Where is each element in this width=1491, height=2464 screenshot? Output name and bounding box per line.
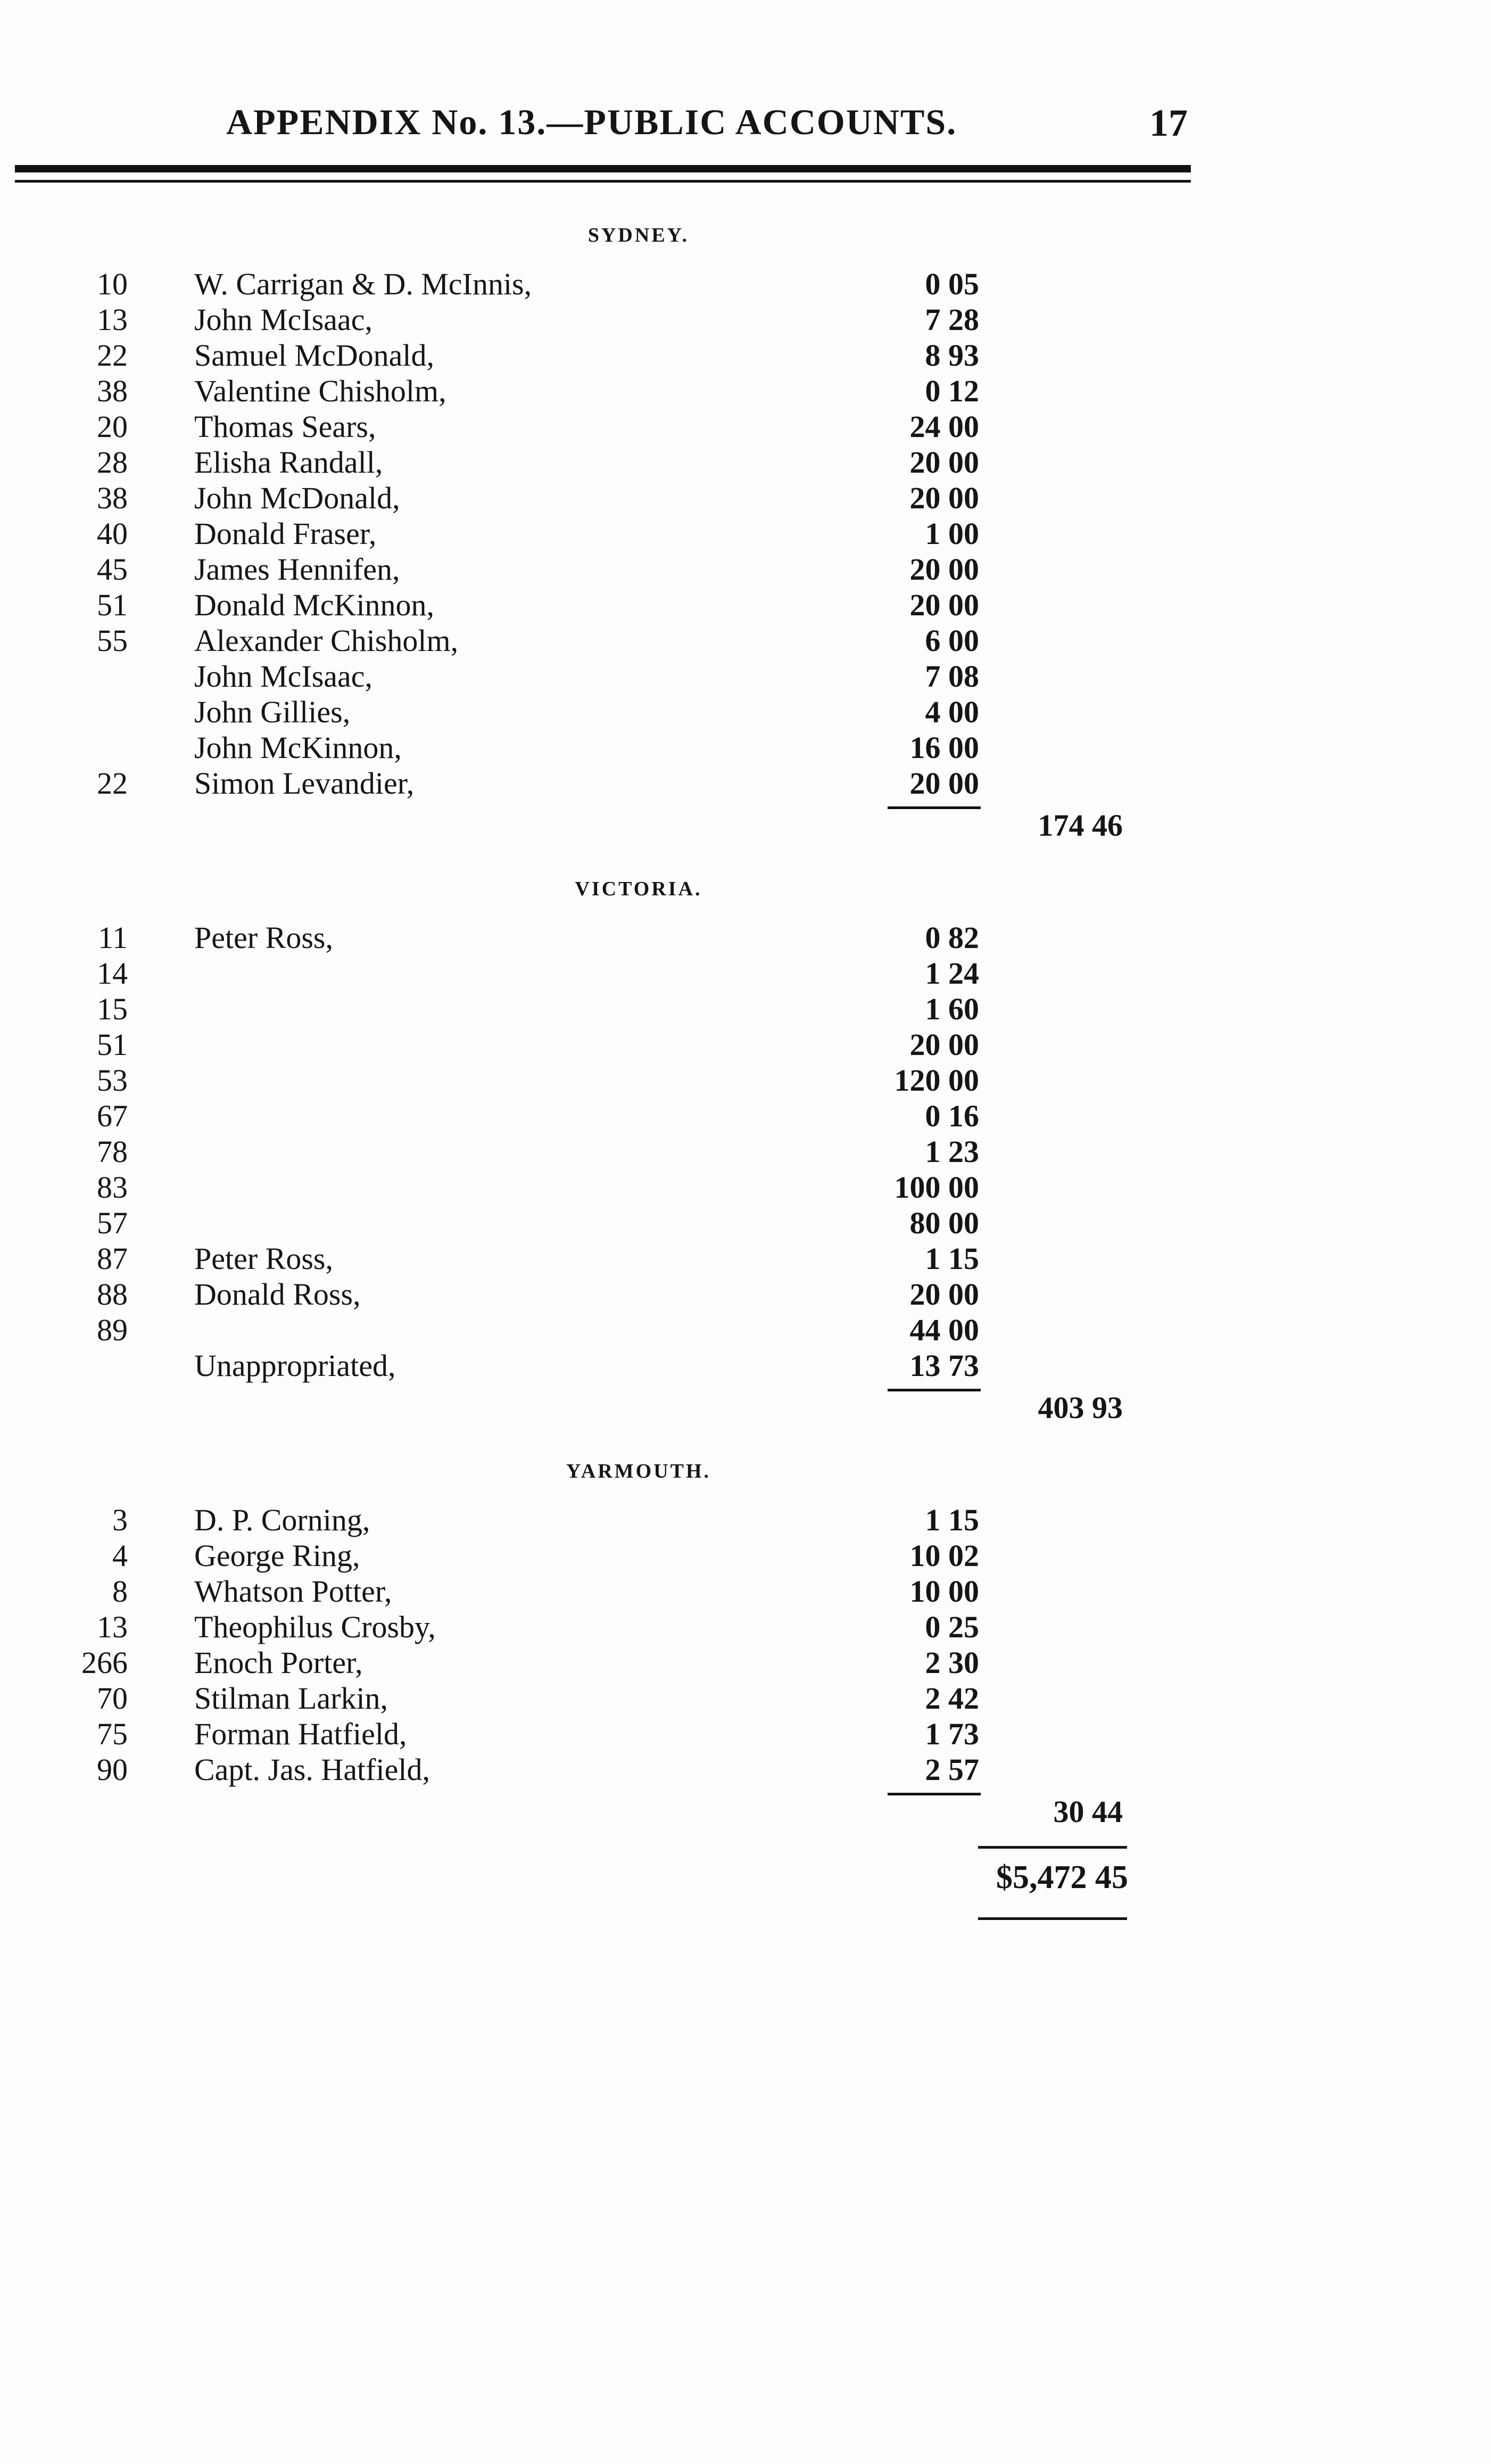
payee-name: John McIsaac, — [194, 659, 373, 694]
payee-name: Donald Ross, — [194, 1277, 361, 1312]
entry-number: 15 — [97, 992, 128, 1026]
entry-number: 4 — [112, 1538, 128, 1573]
entry-number: 40 — [97, 516, 128, 551]
entry-amount: 7 08 — [925, 659, 979, 694]
entry-number: 28 — [97, 445, 128, 480]
entry-amount: 1 23 — [925, 1134, 979, 1169]
entry-number: 51 — [97, 1027, 128, 1062]
ledger-row — [0, 991, 1277, 1027]
payee-name: John McIsaac, — [194, 302, 373, 337]
ledger-row — [0, 1169, 1277, 1205]
ledger-row — [0, 587, 1277, 623]
ledger-row — [0, 516, 1277, 551]
page-header — [0, 101, 1491, 154]
payee-name: Thomas Sears, — [194, 409, 376, 444]
payee-name: Whatson Potter, — [194, 1574, 392, 1609]
entry-number: 83 — [97, 1170, 128, 1205]
ledger-row — [0, 1502, 1277, 1538]
entry-amount: 20 00 — [909, 445, 979, 480]
entry-number: 22 — [97, 766, 128, 801]
ledger-row — [0, 1716, 1277, 1752]
payee-name: D. P. Corning, — [194, 1503, 370, 1537]
entry-amount: 100 00 — [894, 1170, 979, 1205]
entry-amount: 4 00 — [925, 695, 979, 729]
ledger-row — [0, 955, 1277, 991]
entry-amount: 7 28 — [925, 302, 979, 337]
entry-number: 13 — [97, 302, 128, 337]
ledger-row — [0, 302, 1277, 337]
header-rule-thick — [15, 165, 1191, 172]
entry-number: 75 — [97, 1717, 128, 1751]
ledger-row — [0, 1680, 1277, 1716]
payee-name: Simon Levandier, — [194, 766, 415, 801]
entry-amount: 24 00 — [909, 409, 979, 444]
payee-name: Stilman Larkin, — [194, 1681, 388, 1716]
entry-number: 13 — [97, 1610, 128, 1644]
entry-number: 3 — [112, 1503, 128, 1537]
entry-amount: 20 00 — [909, 552, 979, 587]
payee-name: Forman Hatfield, — [194, 1717, 407, 1751]
entry-amount: 8 93 — [925, 338, 979, 373]
payee-name: George Ring, — [194, 1538, 360, 1573]
ledger-row — [0, 920, 1277, 955]
page-title: APPENDIX No. 13.—PUBLIC ACCOUNTS. — [226, 102, 957, 142]
subtotal-rule — [888, 1389, 981, 1391]
ledger-row — [0, 1752, 1277, 1787]
entry-amount: 20 00 — [909, 766, 979, 801]
entry-number: 11 — [98, 920, 128, 955]
payee-name: Peter Ross, — [194, 920, 333, 955]
section-subtotal: 403 93 — [1038, 1390, 1123, 1425]
entry-number: 266 — [81, 1645, 128, 1680]
entry-number: 55 — [97, 623, 128, 658]
entry-amount: 1 15 — [925, 1241, 979, 1276]
entry-number: 87 — [97, 1241, 128, 1276]
payee-name: John Gillies, — [194, 695, 351, 729]
entry-amount: 13 73 — [909, 1348, 979, 1383]
entry-number: 51 — [97, 588, 128, 622]
entry-number: 22 — [97, 338, 128, 373]
entry-amount: 1 24 — [925, 956, 979, 991]
entry-amount: 0 82 — [925, 920, 979, 955]
entry-amount: 0 16 — [925, 1099, 979, 1133]
entry-amount: 10 02 — [909, 1538, 979, 1573]
payee-name: Enoch Porter, — [194, 1645, 363, 1680]
ledger-row — [0, 1062, 1277, 1098]
ledger-row — [0, 1098, 1277, 1134]
ledger-row — [0, 444, 1277, 480]
entry-number: 38 — [97, 374, 128, 408]
payee-name: John McKinnon, — [194, 730, 402, 765]
entry-number: 20 — [97, 409, 128, 444]
entry-amount: 44 00 — [909, 1313, 979, 1347]
grand-total-rule-bottom — [978, 1917, 1127, 1920]
ledger-row — [0, 658, 1277, 694]
payee-name: Donald Fraser, — [194, 516, 377, 551]
payee-name: Samuel McDonald, — [194, 338, 435, 373]
entry-amount: 80 00 — [909, 1206, 979, 1240]
entry-amount: 10 00 — [909, 1574, 979, 1609]
ledger-row — [0, 1645, 1277, 1680]
entry-number: 70 — [97, 1681, 128, 1716]
entry-number: 45 — [97, 552, 128, 587]
entry-amount: 16 00 — [909, 730, 979, 765]
ledger-row — [0, 694, 1277, 730]
ledger-row — [0, 1276, 1277, 1312]
entry-number: 57 — [97, 1206, 128, 1240]
subtotal-rule — [888, 1793, 981, 1795]
payee-name: Elisha Randall, — [194, 445, 383, 480]
entry-amount: 20 00 — [909, 1027, 979, 1062]
payee-name: W. Carrigan & D. McInnis, — [194, 267, 532, 301]
payee-name: Capt. Jas. Hatfield, — [194, 1752, 430, 1787]
ledger-row — [0, 551, 1277, 587]
entry-number: 88 — [97, 1277, 128, 1312]
ledger-row — [0, 1538, 1277, 1573]
entry-amount: 1 60 — [925, 992, 979, 1026]
page-number: 17 — [1149, 102, 1188, 144]
entry-number: 10 — [97, 267, 128, 301]
entry-amount: 0 12 — [925, 374, 979, 408]
grand-total: $5,472 45 — [996, 1859, 1128, 1896]
entry-number: 53 — [97, 1063, 128, 1098]
entry-amount: 2 42 — [925, 1681, 979, 1716]
section-subtotal: 30 44 — [1053, 1794, 1123, 1829]
ledger-row — [0, 373, 1277, 409]
entry-amount: 0 25 — [925, 1610, 979, 1644]
entry-number: 78 — [97, 1134, 128, 1169]
ledger-row — [0, 765, 1277, 801]
entry-amount: 2 30 — [925, 1645, 979, 1680]
entry-number: 89 — [97, 1313, 128, 1347]
section-title: YARMOUTH. — [566, 1460, 711, 1482]
payee-name: John McDonald, — [194, 481, 400, 515]
entry-amount: 0 05 — [925, 267, 979, 301]
ledger-row — [0, 480, 1277, 516]
entry-amount: 20 00 — [909, 1277, 979, 1312]
ledger-row — [0, 409, 1277, 444]
entry-number: 67 — [97, 1099, 128, 1133]
payee-name: Peter Ross, — [194, 1241, 333, 1276]
entry-amount: 1 15 — [925, 1503, 979, 1537]
payee-name: Unappropriated, — [194, 1348, 396, 1383]
section-title: VICTORIA. — [575, 878, 702, 900]
grand-total-rule-top — [978, 1846, 1127, 1849]
payee-name: Valentine Chisholm, — [194, 374, 446, 408]
entry-amount: 1 00 — [925, 516, 979, 551]
payee-name: Alexander Chisholm, — [194, 623, 459, 658]
ledger-row — [0, 623, 1277, 658]
entry-amount: 2 57 — [925, 1752, 979, 1787]
entry-number: 14 — [97, 956, 128, 991]
section-subtotal: 174 46 — [1038, 808, 1123, 843]
ledger-row — [0, 1348, 1277, 1383]
ledger-row — [0, 266, 1277, 302]
ledger-row — [0, 730, 1277, 765]
ledger-row — [0, 1027, 1277, 1062]
ledger-row — [0, 1312, 1277, 1348]
header-rule-thin — [15, 180, 1191, 183]
payee-name: Donald McKinnon, — [194, 588, 435, 622]
entry-amount: 120 00 — [894, 1063, 979, 1098]
ledger-row — [0, 1205, 1277, 1241]
ledger-row — [0, 337, 1277, 373]
payee-name: Theophilus Crosby, — [194, 1610, 436, 1644]
entry-number: 90 — [97, 1752, 128, 1787]
ledger-row — [0, 1573, 1277, 1609]
ledger-row — [0, 1134, 1277, 1169]
ledger-row — [0, 1609, 1277, 1645]
entry-number: 8 — [112, 1574, 128, 1609]
subtotal-rule — [888, 806, 981, 809]
entry-amount: 6 00 — [925, 623, 979, 658]
entry-amount: 20 00 — [909, 588, 979, 622]
ledger-row — [0, 1241, 1277, 1276]
entry-amount: 20 00 — [909, 481, 979, 515]
section-title: SYDNEY. — [587, 224, 690, 246]
entry-amount: 1 73 — [925, 1717, 979, 1751]
entry-number: 38 — [97, 481, 128, 515]
payee-name: James Hennifen, — [194, 552, 400, 587]
